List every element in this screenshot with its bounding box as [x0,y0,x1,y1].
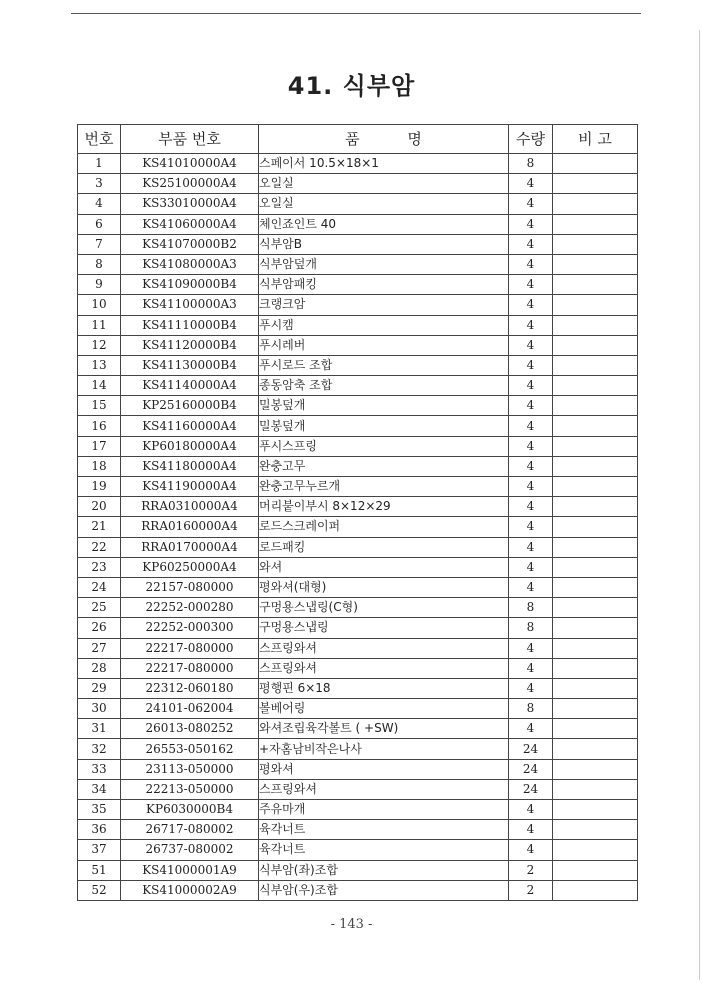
row-qty: 4 [509,577,553,597]
row-part-no: 23113-050000 [121,759,259,779]
row-note [553,174,638,194]
row-note [553,820,638,840]
row-qty: 4 [509,517,553,537]
table-row [78,820,638,840]
row-qty: 4 [509,537,553,557]
row-note [553,315,638,335]
row-note [553,295,638,315]
row-part-no: KS41000001A9 [121,860,259,880]
row-part-no: KS41120000B4 [121,335,259,355]
row-no: 26 [78,618,121,638]
row-note [553,234,638,254]
table-row [78,295,638,315]
row-note [553,699,638,719]
row-name: 완충고무누르개 [259,477,509,497]
row-no: 28 [78,658,121,678]
row-note [553,436,638,456]
row-no: 3 [78,174,121,194]
row-qty: 4 [509,820,553,840]
row-no: 24 [78,577,121,597]
row-note [553,194,638,214]
row-qty: 4 [509,800,553,820]
table-row [78,234,638,254]
row-name: +자홈남비작은나사 [259,739,509,759]
row-qty: 4 [509,234,553,254]
row-no: 16 [78,416,121,436]
table-row [78,658,638,678]
row-note [553,759,638,779]
row-qty: 8 [509,618,553,638]
table-row [78,880,638,900]
row-no: 51 [78,860,121,880]
row-name: 로드패킹 [259,537,509,557]
row-qty: 4 [509,315,553,335]
row-part-no: KS41180000A4 [121,456,259,476]
row-part-no: KP60180000A4 [121,436,259,456]
row-part-no: KP60250000A4 [121,557,259,577]
table-row [78,598,638,618]
row-no: 29 [78,678,121,698]
row-qty: 4 [509,214,553,234]
page-number: - 143 - [330,917,373,932]
row-qty: 4 [509,719,553,739]
row-no: 33 [78,759,121,779]
table-row [78,315,638,335]
table-row [78,335,638,355]
row-name: 스프링와셔 [259,658,509,678]
row-qty: 4 [509,355,553,375]
top-rule [71,13,641,14]
row-note [553,598,638,618]
page-title: 41. 식부암 [287,72,416,100]
row-qty: 2 [509,860,553,880]
row-name: 푸시스프링 [259,436,509,456]
table-row [78,638,638,658]
row-note [553,840,638,860]
row-name: 볼베어링 [259,699,509,719]
row-part-no: KS41010000A4 [121,154,259,174]
row-part-no: RRA0160000A4 [121,517,259,537]
row-name: 푸시로드 조합 [259,355,509,375]
row-no: 37 [78,840,121,860]
parts-table [77,124,638,901]
row-part-no: KS41130000B4 [121,355,259,375]
table-row [78,477,638,497]
row-note [553,537,638,557]
row-name: 평와셔 [259,759,509,779]
row-qty: 24 [509,759,553,779]
row-part-no: KS41000002A9 [121,880,259,900]
row-note [553,416,638,436]
row-part-no: KS41140000A4 [121,376,259,396]
row-note [553,618,638,638]
row-name: 육각너트 [259,820,509,840]
table-row [78,355,638,375]
row-qty: 4 [509,658,553,678]
row-name: 밀봉덮개 [259,396,509,416]
table-row [78,396,638,416]
row-no: 9 [78,275,121,295]
row-no: 8 [78,254,121,274]
row-part-no: 22213-050000 [121,779,259,799]
row-no: 7 [78,234,121,254]
row-note [553,214,638,234]
row-no: 32 [78,739,121,759]
row-note [553,719,638,739]
table-row [78,254,638,274]
row-qty: 4 [509,638,553,658]
row-name: 식부암B [259,234,509,254]
table-row [78,577,638,597]
row-no: 25 [78,598,121,618]
row-part-no: 26553-050162 [121,739,259,759]
row-qty: 4 [509,456,553,476]
row-qty: 4 [509,678,553,698]
row-name: 스페이서 10.5×18×1 [259,154,509,174]
row-name: 푸시레버 [259,335,509,355]
table-row [78,779,638,799]
row-note [553,800,638,820]
row-note [553,335,638,355]
row-note [553,557,638,577]
table-row [78,154,638,174]
row-no: 20 [78,497,121,517]
row-qty: 8 [509,598,553,618]
row-note [553,638,638,658]
row-no: 23 [78,557,121,577]
row-name: 와셔조립육각볼트 ( +SW) [259,719,509,739]
row-no: 10 [78,295,121,315]
row-name: 머리붙이부시 8×12×29 [259,497,509,517]
table-row [78,194,638,214]
row-name: 식부암(우)조합 [259,880,509,900]
row-note [553,779,638,799]
row-part-no: KS41090000B4 [121,275,259,295]
row-note [553,477,638,497]
row-no: 1 [78,154,121,174]
table-row [78,537,638,557]
row-qty: 4 [509,376,553,396]
row-qty: 24 [509,779,553,799]
table-row [78,416,638,436]
row-name: 스프링와셔 [259,638,509,658]
table-row [78,517,638,537]
row-name: 푸시캠 [259,315,509,335]
row-note [553,517,638,537]
row-no: 27 [78,638,121,658]
row-note [553,739,638,759]
table-row [78,456,638,476]
row-qty: 4 [509,477,553,497]
row-part-no: 26717-080002 [121,820,259,840]
table-row [78,678,638,698]
row-name: 크랭크암 [259,295,509,315]
row-name: 육각너트 [259,840,509,860]
row-name: 주유마개 [259,800,509,820]
table-row [78,497,638,517]
row-no: 17 [78,436,121,456]
row-name: 오일실 [259,174,509,194]
table-row [78,275,638,295]
row-part-no: 24101-062004 [121,699,259,719]
row-no: 30 [78,699,121,719]
row-part-no: KS41100000A3 [121,295,259,315]
row-part-no: 22157-080000 [121,577,259,597]
table-row [78,214,638,234]
table-row [78,436,638,456]
row-part-no: RRA0310000A4 [121,497,259,517]
row-name: 구멍용스냅링(C형) [259,598,509,618]
row-note [553,376,638,396]
table-row [78,719,638,739]
row-part-no: KS41080000A3 [121,254,259,274]
row-name: 식부암(좌)조합 [259,860,509,880]
row-note [553,658,638,678]
table-row [78,174,638,194]
row-qty: 8 [509,699,553,719]
table-row [78,618,638,638]
row-name: 식부암덮개 [259,254,509,274]
row-qty: 4 [509,335,553,355]
row-part-no: RRA0170000A4 [121,537,259,557]
row-qty: 4 [509,840,553,860]
row-no: 12 [78,335,121,355]
header-part-no: 부품 번호 [121,125,259,154]
row-note [553,577,638,597]
row-qty: 4 [509,396,553,416]
row-name: 오일실 [259,194,509,214]
header-no: 번호 [78,125,121,154]
row-note [553,355,638,375]
row-name: 평행핀 6×18 [259,678,509,698]
table-body [78,154,638,901]
table-row [78,840,638,860]
header-qty: 수량 [509,125,553,154]
header-note: 비 고 [553,125,638,154]
row-qty: 2 [509,880,553,900]
row-name: 구멍용스냅링 [259,618,509,638]
row-no: 22 [78,537,121,557]
row-name: 종동암축 조합 [259,376,509,396]
row-name: 식부암패킹 [259,275,509,295]
table-row [78,800,638,820]
row-no: 4 [78,194,121,214]
table-row [78,699,638,719]
row-qty: 4 [509,174,553,194]
row-note [553,860,638,880]
row-note [553,154,638,174]
row-part-no: KS41110000B4 [121,315,259,335]
row-qty: 4 [509,275,553,295]
row-qty: 24 [509,739,553,759]
row-part-no: 26013-080252 [121,719,259,739]
row-no: 52 [78,880,121,900]
row-no: 35 [78,800,121,820]
row-name: 완충고무 [259,456,509,476]
row-note [553,678,638,698]
row-note [553,880,638,900]
row-part-no: 26737-080002 [121,840,259,860]
header-row [78,125,638,154]
row-no: 11 [78,315,121,335]
row-no: 31 [78,719,121,739]
row-name: 밀봉덮개 [259,416,509,436]
row-no: 21 [78,517,121,537]
row-part-no: KP6030000B4 [121,800,259,820]
row-part-no: KS33010000A4 [121,194,259,214]
row-note [553,254,638,274]
row-note [553,497,638,517]
row-part-no: KS25100000A4 [121,174,259,194]
row-qty: 4 [509,497,553,517]
row-part-no: KS41070000B2 [121,234,259,254]
table-row [78,376,638,396]
row-part-no: KP25160000B4 [121,396,259,416]
row-note [553,396,638,416]
row-part-no: 22217-080000 [121,638,259,658]
row-qty: 8 [509,154,553,174]
row-part-no: 22312-060180 [121,678,259,698]
row-no: 15 [78,396,121,416]
row-no: 6 [78,214,121,234]
row-no: 14 [78,376,121,396]
row-name: 로드스크레이퍼 [259,517,509,537]
row-name: 평와셔(대형) [259,577,509,597]
row-part-no: KS41190000A4 [121,477,259,497]
row-no: 19 [78,477,121,497]
row-part-no: KS41160000A4 [121,416,259,436]
header-name: 품 명 [259,125,509,154]
row-part-no: 22252-000300 [121,618,259,638]
row-qty: 4 [509,416,553,436]
row-no: 36 [78,820,121,840]
row-name: 체인죠인트 40 [259,214,509,234]
row-no: 34 [78,779,121,799]
row-qty: 4 [509,295,553,315]
row-name: 스프링와셔 [259,779,509,799]
row-note [553,275,638,295]
row-no: 18 [78,456,121,476]
table-row [78,759,638,779]
table-row [78,739,638,759]
row-part-no: 22217-080000 [121,658,259,678]
table-row [78,557,638,577]
row-note [553,456,638,476]
page-edge-line [699,30,700,980]
row-part-no: 22252-000280 [121,598,259,618]
row-part-no: KS41060000A4 [121,214,259,234]
row-no: 13 [78,355,121,375]
row-qty: 4 [509,254,553,274]
row-qty: 4 [509,436,553,456]
table-row [78,860,638,880]
row-qty: 4 [509,557,553,577]
row-name: 와셔 [259,557,509,577]
row-qty: 4 [509,194,553,214]
